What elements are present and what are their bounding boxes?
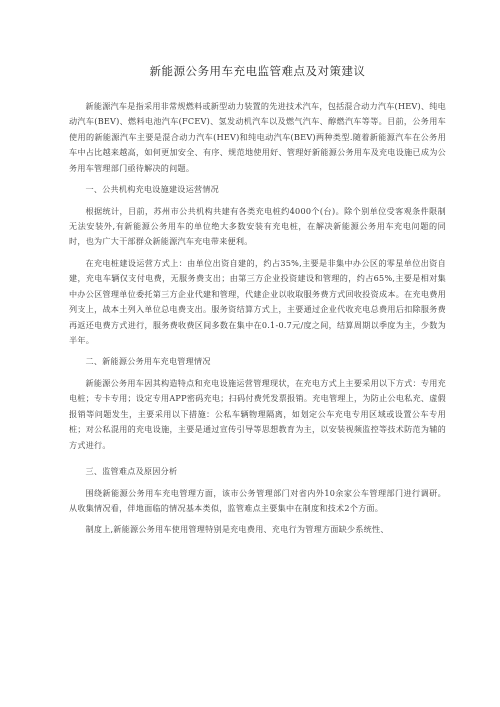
section-1-paragraph-2: 在充电桩建设运营方式上：由单位出资自建的，约占35%,主要是非集中办公区的零星单位出资自建，充电车辆仅支付电费，无服务费支出；由第三方企业投资建设和管理的，约占65%,主要是相对集中办公区管理单位委托第三方企业代建和管理，代建企业以收取服务费方式回收投资成本。在充电费用列支上，战本土列入单位总电费支出。服务资结算方式上，主要通过企业代收充电总费用后扣除服务费再返还电费方式进行，服务费收费区间多数在集中在0.1-0.7元/度之间，结算周期以季度为主，少数为半年。 [69, 257, 446, 345]
section-heading-2: 二、新能源公务用车充电管理情况 [85, 356, 211, 367]
section-heading-1: 一、公共机构充电设施建设运营情况 [85, 184, 220, 195]
section-3-paragraph-1: 围绕新能源公务用车充电管理方面，该市公务管理部门对省内外10余家公车管理部门进行调研。从收集情况看，伴地面临的情况基本类似，监管难点主要集中在制度和技术2个方面。 [69, 487, 446, 513]
section-heading-3: 三、监管难点及原因分析 [85, 466, 178, 476]
intro-paragraph: 新能源汽车是指采用非常规燃料或新型动力装置的先进技术汽车，包括混合动力汽车(HEV)、纯电动汽车(BEV)、燃料电池汽车(FCEV)、氢发动机汽车以及燃气汽车、醇燃汽车等等。目前，公务用车使用的新能源汽车主要是混合动力汽车(HEV)和纯电动汽车(BEV)两种类型.随着新能源汽车在公务用车中占比越来越高，如何更加安全、有序、规范地使用好、管理好新能源公务用车及充电设施已成为公务用车管理部门亟待解决的问题。 [69, 101, 446, 173]
section-2-paragraph-1: 新能源公务用车因其构造特点和充电设施运营管理现状，在充电方式上主要采用以下方式：专用充电桩；专卡专用；设定专用APP密码充电；扫码付费凭发票报销。充电管理上，为防止公电私充、虚假报销等问题发生，主要采用以下措施：公私车辆物理隔离，如划定公车充电专用区域或设置公车专用桩；对公私混用的充电设施，主要是通过宣传引导等思想教育为主，以安装视频监控等技术防范为辅的方式进行。 [69, 377, 446, 450]
document-body [69, 99, 446, 538]
section-3-paragraph-2: 制度上,新能源公务用车使用管理特别是充电费用、充电行为管理方面缺少系统性、 [85, 524, 389, 535]
section-1-paragraph-1: 根据统计，目前，苏州市公共机构共建有各类充电桩约4000个(台)。除个别单位受客观条件限制无法安装外,有新能源公务用车的单位绝大多数安装有充电桩，在解决新能源公务用车充电问题的同时，也为广大干部群众新能源汽车充电带来便利。 [69, 205, 446, 247]
document-title: 新能源公务用车充电监管难点及对策建议 [149, 64, 366, 78]
